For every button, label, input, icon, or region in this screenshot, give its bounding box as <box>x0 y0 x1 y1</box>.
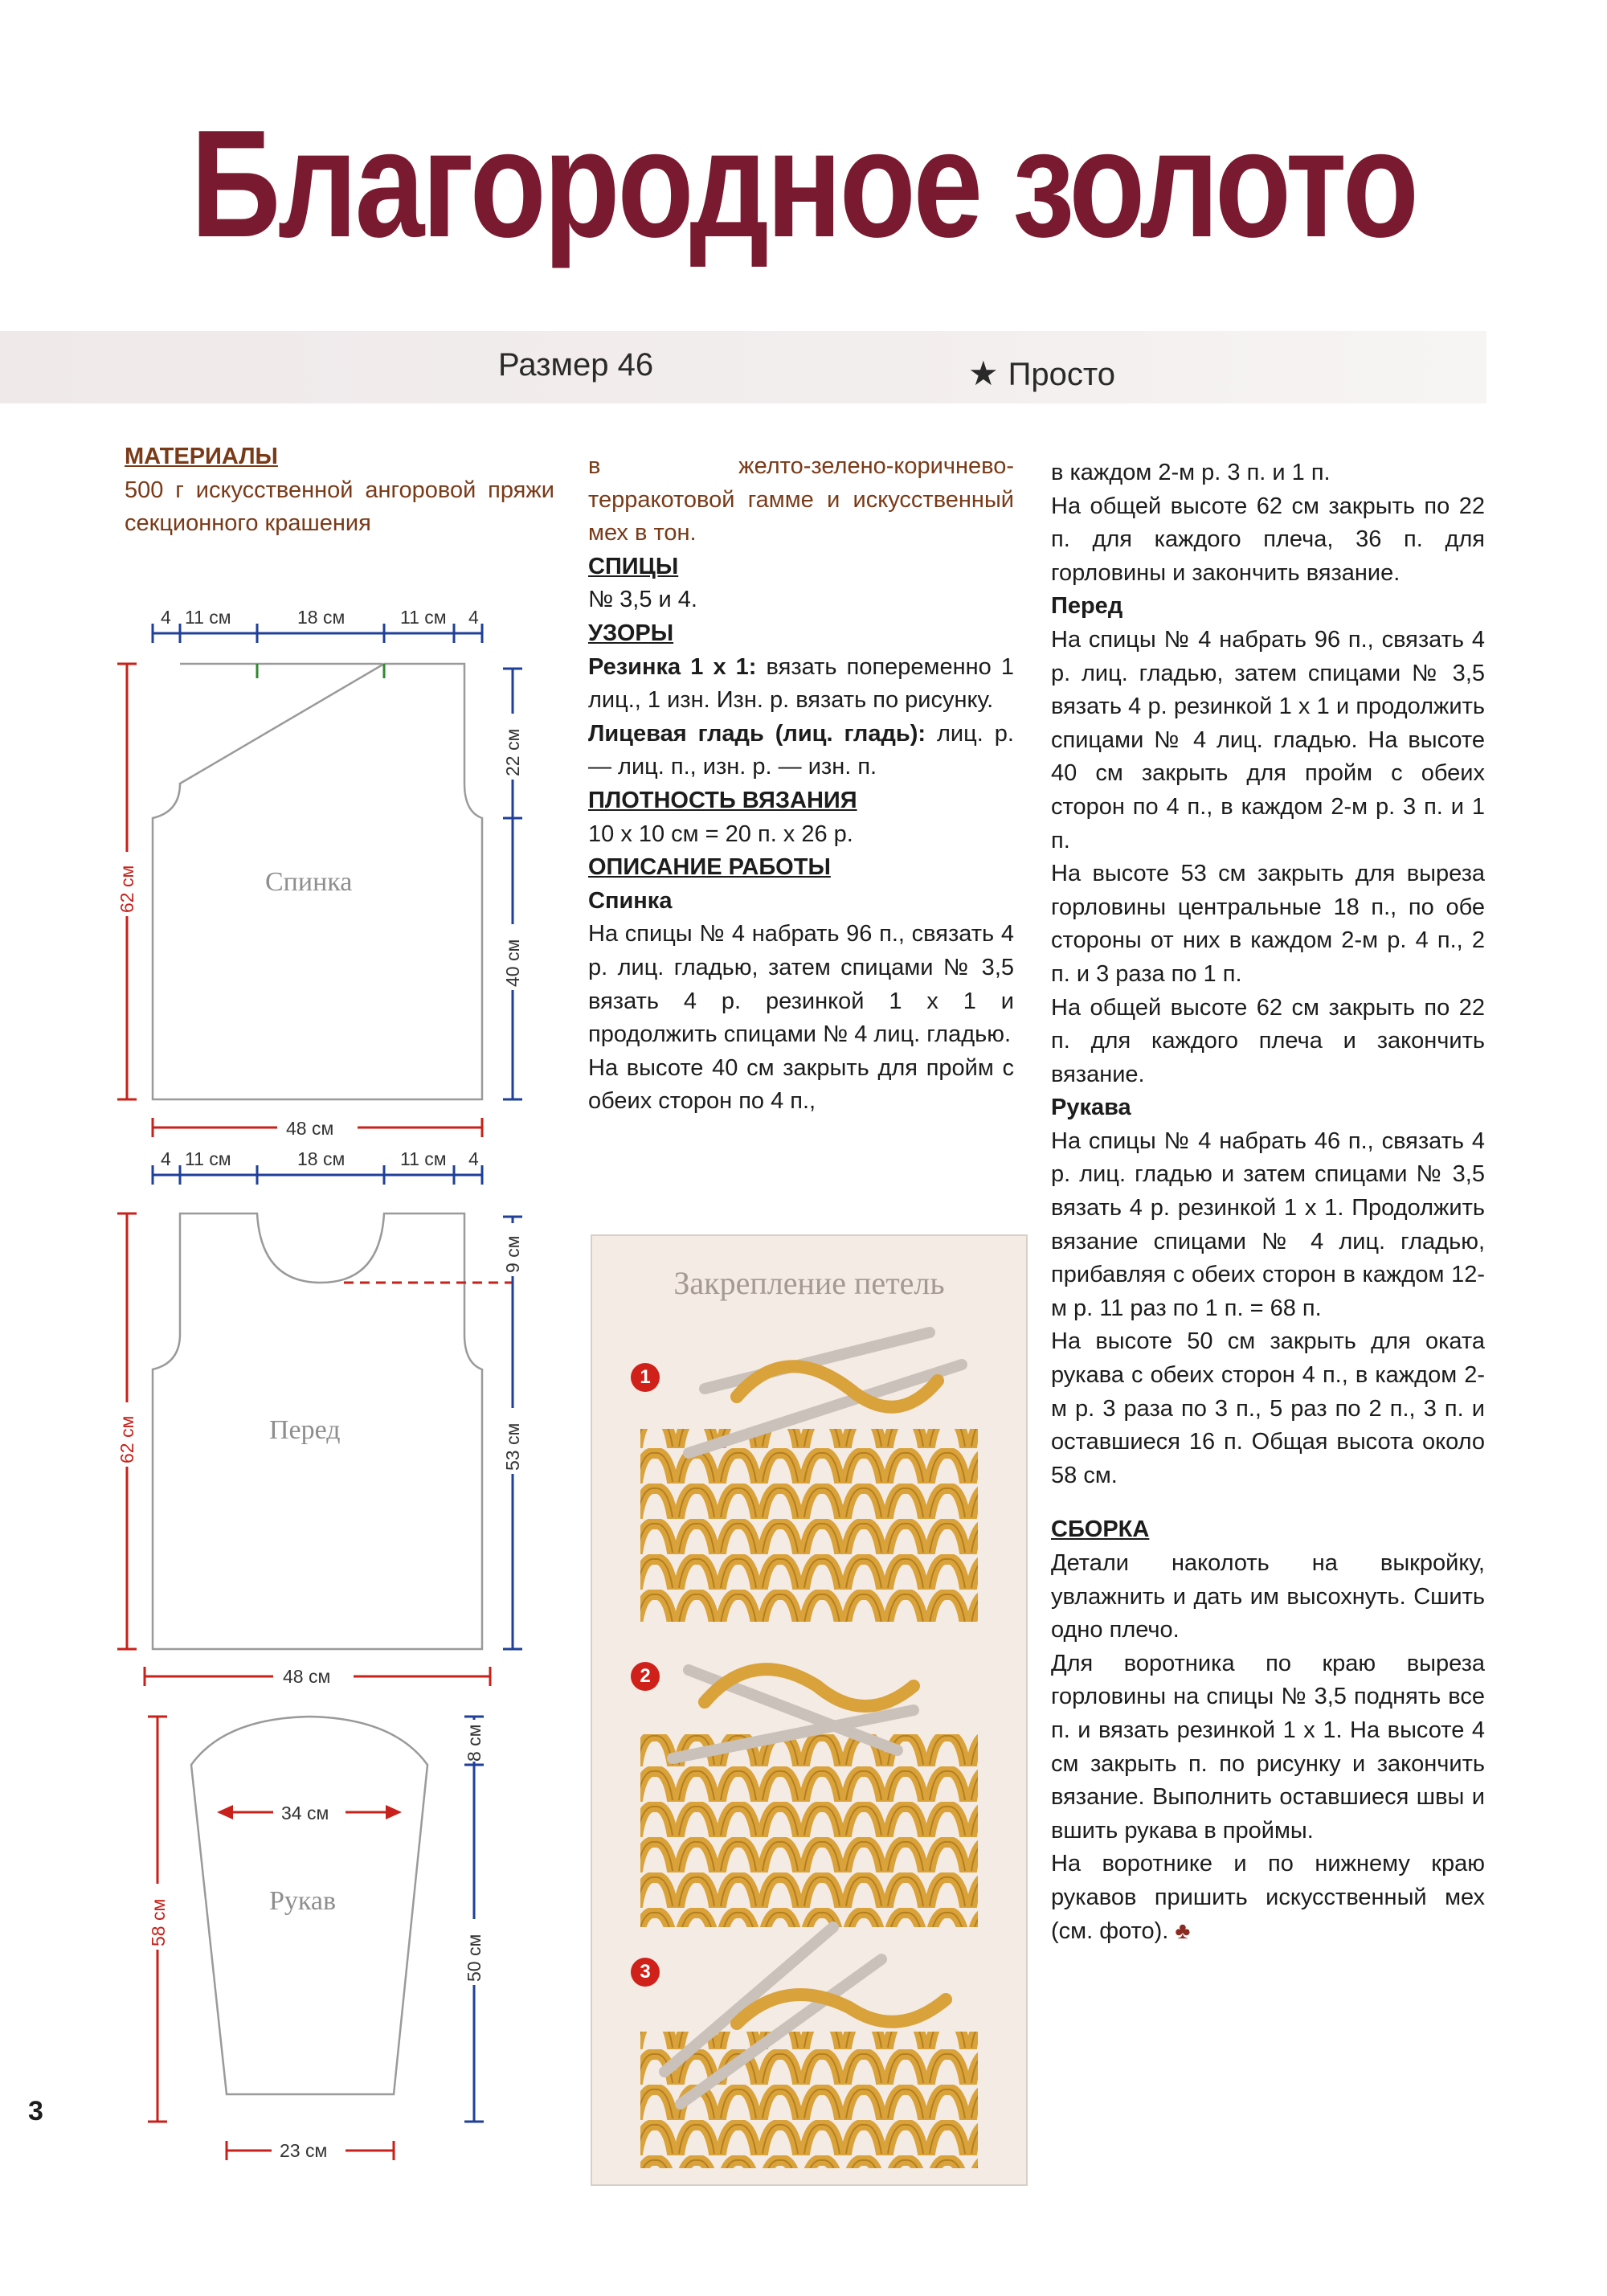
front-paragraph-2: На высоте 53 см закрыть для выреза горловины центральные 18 п., по обе стороны от них в каждом 2-м р. 4 п., 2 п. и 3 раза по 1 п. <box>1051 861 1485 987</box>
front-label: Перед <box>269 1415 341 1445</box>
front-dim-53: 53 см <box>502 1422 523 1471</box>
sleeve-dim-8: 8 см <box>464 1724 485 1762</box>
gauge-heading: ПЛОТНОСТЬ ВЯЗАНИЯ <box>588 787 857 813</box>
page-number: 3 <box>28 2096 43 2126</box>
back-dim-11a: 11 см <box>185 607 231 628</box>
back-dim-48: 48 см <box>286 1118 334 1139</box>
patterns-heading: УЗОРЫ <box>588 620 674 646</box>
stockinette-text: лиц. р. — лиц. п., изн. р. — изн. п. <box>588 720 1014 780</box>
back-dim-4b: 4 <box>468 607 479 628</box>
sleeve-dim-34: 34 см <box>281 1803 329 1823</box>
front-dim-18: 18 см <box>297 1148 346 1169</box>
front-dim-9: 9 см <box>502 1235 523 1273</box>
sleeve-paragraph-1: На спицы № 4 набрать 46 п., связать 4 р. лиц. гладью и затем спицами № 3,5 вязать 4 р. резинкой 1 х 1. Продолжить вязание спицами № 4 лиц. гладью, прибавляя с обеих сторон в каждом 12-м р. 11 раз по 1 п. = 68 п. <box>1051 1128 1485 1321</box>
front-paragraph-3: На общей высоте 62 см закрыть по 22 п. для каждого плеча и закончить вязание. <box>1051 994 1485 1087</box>
stitch-step-3 <box>640 1927 978 2168</box>
back-title: Спинка <box>588 887 673 914</box>
stitch-step-1 <box>640 1332 978 1622</box>
step-badge-2: 2 <box>631 1662 660 1691</box>
back-dim-22: 22 см <box>502 728 523 776</box>
size-label: Размер 46 <box>498 347 654 383</box>
sleeve-dim-23: 23 см <box>280 2140 328 2161</box>
assembly-paragraph-3: На воротнике и по нижнему краю рукавов пришить искусственный мех (см. фото). <box>1051 1851 1485 1944</box>
materials-heading: МАТЕРИАЛЫ <box>125 444 278 469</box>
needles-text: № 3,5 и 4. <box>588 587 697 613</box>
assembly-heading: СБОРКА <box>1051 1516 1150 1543</box>
sleeve-label: Рукав <box>269 1886 337 1916</box>
back-dim-4a: 4 <box>161 607 171 628</box>
needles-heading: СПИЦЫ <box>588 553 679 579</box>
front-dim-11a: 11 см <box>185 1148 231 1169</box>
stitch-illustration-box <box>591 1234 1028 2186</box>
back-paragraph-2: На высоте 40 см закрыть для пройм с обеих сторон по 4 п., <box>588 1054 1014 1115</box>
sleeve-schematic <box>145 1717 487 2162</box>
front-dim-4a: 4 <box>161 1148 171 1169</box>
materials-text-a: 500 г искусственной ангоровой пряжи секционного крашения <box>125 477 554 537</box>
back-paragraph-3: в каждом 2-м р. 3 п. и 1 п. <box>1051 460 1331 485</box>
back-label: Спинка <box>265 867 353 897</box>
back-dim-11b: 11 см <box>400 607 447 628</box>
article-title: Благородное золото <box>190 99 1417 269</box>
stitch-drawings <box>592 1236 1026 2184</box>
sleeve-dim-50: 50 см <box>464 1934 485 1982</box>
back-dim-40: 40 см <box>502 939 523 987</box>
back-dim-18: 18 см <box>297 607 346 628</box>
back-dim-62: 62 см <box>117 865 137 913</box>
front-dim-62: 62 см <box>117 1415 137 1463</box>
assembly-paragraph-2: Для воротника по краю выреза горловины на спицы № 3,5 поднять все п. и вязать резинкой 1 х 1. На высоте 4 см закрыть п. по рисунку и закончить вязание. Выполнить оставшиеся швы и вшить рукава в проймы. <box>1051 1650 1485 1844</box>
assembly-paragraph-1: Детали наколоть на выкройку, увлажнить и дать им высохнуть. Сшить одно плечо. <box>1051 1550 1485 1643</box>
back-paragraph-1: На спицы № 4 набрать 96 п., связать 4 р. лиц. гладью, затем спицами № 3,5 вязать 4 р. резинкой 1 х 1 и продолжить спицами № 4 лиц. гладью. <box>588 921 1014 1048</box>
front-dim-4b: 4 <box>468 1148 479 1169</box>
illustration-title: Закрепление петель <box>673 1265 945 1301</box>
club-icon: ♣ <box>1175 1917 1191 1944</box>
front-title: Перед <box>1051 593 1123 620</box>
front-dim-11b: 11 см <box>400 1148 447 1169</box>
sleeve-dim-58: 58 см <box>148 1898 169 1946</box>
sleeve-title: Рукава <box>1051 1095 1131 1121</box>
materials-text-b: в желто-зелено-коричнево-терракотовой гамме и искусственный мех в тон. <box>588 453 1014 546</box>
back-paragraph-4: На общей высоте 62 см закрыть по 22 п. для каждого плеча, 36 п. для горловины и закончить вязание. <box>1051 493 1485 586</box>
front-dim-48: 48 см <box>283 1666 331 1687</box>
difficulty-text: Просто <box>1008 357 1116 392</box>
step-badge-1: 1 <box>631 1363 660 1392</box>
stitch-step-2 <box>640 1669 978 1927</box>
sleeve-paragraph-2: На высоте 50 см закрыть для оката рукава с обеих сторон 4 п., в каждом 2-м р. 3 раза по 3 п., 5 раз по 2 п., 3 п. и оставшиеся 16 п. Общая высота около 58 см. <box>1051 1328 1485 1488</box>
stockinette-title: Лицевая гладь (лиц. гладь): <box>588 720 926 747</box>
gauge-text: 10 х 10 см = 20 п. х 26 р. <box>588 821 853 847</box>
rib-text: вязать попеременно 1 лиц., 1 изн. Изн. р. вязать по рисунку. <box>588 653 1014 714</box>
rib-title: Резинка 1 х 1: <box>588 653 757 680</box>
step-badge-3: 3 <box>631 1958 660 1987</box>
back-schematic <box>112 607 525 1140</box>
front-schematic <box>112 1148 525 1688</box>
front-paragraph-1: На спицы № 4 набрать 96 п., связать 4 р. лиц. гладью, затем спицами № 3,5 вязать 4 р. резинкой 1 х 1 и продолжить спицами № 4 лиц. гладью. На высоте 40 см закрыть для пройм с обеих сторон по 4 п., в каждом 2-м р. 3 п. и 1 п. <box>1051 626 1485 853</box>
star-icon: ★ <box>968 354 999 392</box>
description-heading: ОПИСАНИЕ РАБОТЫ <box>588 854 831 881</box>
